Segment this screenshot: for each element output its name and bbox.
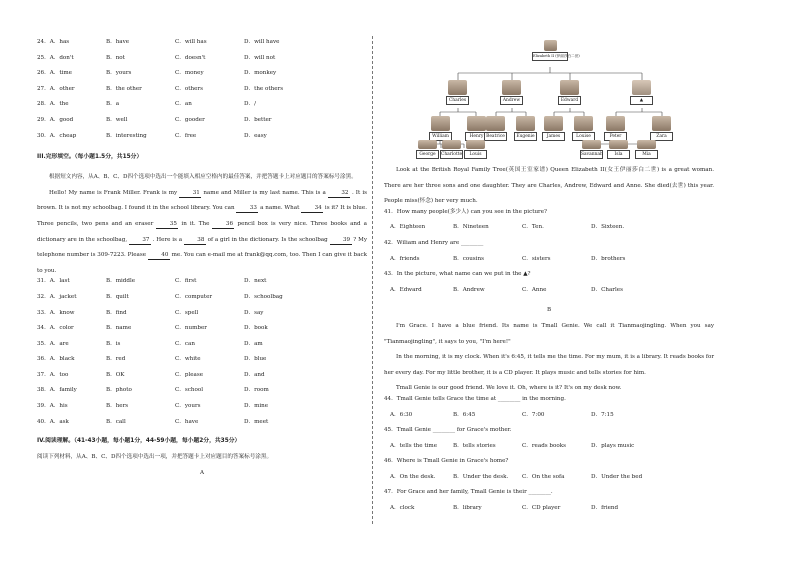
option-text: B．find	[106, 309, 127, 316]
option-text: C．On the sofa	[522, 473, 565, 480]
option-text: B．photo	[106, 387, 132, 394]
option-text: C．reads books	[522, 442, 566, 449]
option-text: C．sisters	[522, 255, 551, 262]
section4-title: IV.阅读理解。（41-43小题，每小题1分，44-59小题，每小题2分，共35分）	[37, 438, 241, 445]
passage-b-label: B	[546, 307, 552, 314]
blank-38: 38	[184, 236, 206, 245]
option-row	[37, 118, 367, 134]
option-row	[384, 413, 714, 429]
option-row	[37, 71, 367, 87]
option-text: D．meet	[244, 418, 269, 425]
blank-36: 36	[212, 220, 234, 229]
option-text: 40．A．ask	[37, 418, 69, 425]
option-row	[37, 420, 367, 436]
option-row	[37, 311, 367, 327]
option-row	[384, 506, 714, 522]
tree-node-root: Elizabeth II (伊丽莎白二世)	[532, 40, 568, 61]
option-row	[37, 87, 367, 103]
option-text: D．the others	[244, 85, 284, 92]
tree-node-louise: Louise	[572, 116, 595, 141]
option-text: D．Under the bed	[591, 473, 643, 480]
option-text: 34．A．color	[37, 325, 74, 332]
option-row	[37, 56, 367, 72]
tree-node-savannah: Savannah	[580, 140, 603, 160]
questions-41-43	[384, 210, 714, 304]
option-row	[37, 404, 367, 420]
question-text: 46．Where is Tmall Genie in Grace's home?	[384, 458, 509, 465]
blank-35: 35	[156, 220, 178, 229]
option-text: B．6:45	[453, 411, 476, 418]
column-divider	[372, 36, 373, 524]
option-text: C．yours	[175, 403, 201, 410]
tree-node-mia: Mia	[635, 140, 658, 160]
option-text: D．Sixteen.	[591, 224, 625, 231]
option-text: D．brothers	[591, 255, 626, 262]
tree-node-charles: Charles	[446, 80, 469, 105]
right-column	[384, 163, 714, 522]
option-text: 38．A．family	[37, 387, 77, 394]
option-row	[37, 102, 367, 118]
option-text: B．cousins	[453, 255, 484, 262]
tree-node-unknown: ▲	[630, 80, 653, 105]
option-text: C．computer	[175, 293, 213, 300]
option-text: D．say	[244, 309, 264, 316]
option-row	[37, 373, 367, 389]
option-text: B．Under the desk.	[453, 473, 509, 480]
option-text: B．quilt	[106, 293, 129, 300]
tree-node-eugenie: Eugenie	[514, 116, 537, 141]
option-text: D．room	[244, 387, 269, 394]
royal-family-tree	[420, 40, 680, 160]
passage-b-para2: In the morning, it is my clock. When it's 6:45, it tells me the time. For my mum, it is a library. It reads books for her every day. For my little brother, it is a CD player. It plays music and tells stories for him.	[384, 354, 714, 376]
blank-33: 33	[236, 204, 258, 213]
option-text: B．the other	[106, 85, 142, 92]
option-text: 31．A．last	[37, 278, 70, 285]
passage-a-label: A	[199, 469, 205, 476]
option-text: C．number	[175, 325, 207, 332]
option-text: B．hers	[106, 403, 129, 410]
section3-instructions: 根据短文内容，从A、B、C、D四个选项中选出一个能填入相应空格内的最佳答案，并把答题卡上对应题目的答案标号涂黑。	[49, 174, 357, 181]
questions-44-47	[384, 397, 714, 522]
tree-node-beatrice: Beatrice	[484, 116, 507, 141]
options-31-40	[37, 279, 367, 435]
section3-title: III.完形填空。（每小题1.5分，共15分）	[37, 154, 143, 161]
option-row	[37, 40, 367, 56]
option-text: B．tells stories	[453, 442, 496, 449]
option-text: A．tells the time	[390, 442, 438, 449]
tree-node-peter: Peter	[604, 116, 627, 141]
portrait-image	[544, 40, 557, 51]
option-text: C．will has	[175, 39, 207, 45]
option-text: 30．A．cheap	[37, 132, 77, 139]
option-text: B．Andrew	[453, 286, 485, 293]
option-text: A．friends	[390, 255, 420, 262]
tree-node-zara: Zara	[650, 116, 673, 141]
question-text: 43．In the picture, what name can we put in the ▲?	[384, 271, 531, 278]
option-text: 24．A．has	[37, 39, 70, 45]
tree-node-william: William	[429, 116, 452, 141]
option-text: D．/	[244, 101, 256, 108]
option-text: C．Ten.	[522, 224, 544, 231]
option-text: B．have	[106, 39, 130, 45]
option-text: C．school	[175, 387, 204, 394]
option-text: C．white	[175, 356, 201, 363]
tree-intro: Look at the British Royal Family Tree(英国王室家谱) Queen Elizabeth II(女王伊丽莎白二世) is a great woman. There are her three sons and one daughter. They are Charles, Andrew, Edward and Anne. She died(去世) this year. People miss(怀念) her very much.	[384, 167, 714, 205]
option-text: C．spell	[175, 309, 199, 316]
option-text: D．friend	[591, 505, 619, 512]
option-row	[37, 326, 367, 342]
option-text: D．Charles	[591, 286, 623, 293]
option-text: C．money	[175, 70, 204, 77]
option-text: C．7:00	[522, 411, 545, 418]
option-text: A．Edward	[390, 286, 422, 293]
question-text: 41．How many people(多少人) can you see in the picture?	[384, 208, 548, 215]
option-text: 33．A．know	[37, 309, 75, 316]
tree-node-charlotte: Charlotte	[440, 140, 463, 160]
option-text: D．mine	[244, 403, 269, 410]
option-text: B．name	[106, 325, 132, 332]
option-row	[37, 295, 367, 311]
option-text: 29．A．good	[37, 116, 74, 123]
option-text: D．plays music	[591, 442, 635, 449]
option-text: 35．A．are	[37, 340, 69, 347]
question-text: 44．Tmall Genie tells Grace the time at ________ in the morning.	[384, 395, 566, 402]
option-text: D．easy	[244, 132, 267, 139]
option-text: 25．A．don't	[37, 54, 74, 61]
option-row	[37, 388, 367, 404]
left-column	[37, 40, 367, 481]
option-text: B．yours	[106, 70, 132, 77]
passage-b-para1: I'm Grace. I have a blue friend. Its name is Tmall Genie. We call it Tianmaojingling. When you say "Tianmaojingling", it says to you, "I'm here!"	[384, 322, 714, 345]
options-24-30	[37, 40, 367, 149]
option-text: B．not	[106, 54, 125, 61]
option-text: C．doesn't	[175, 54, 206, 61]
tree-node-edward: Edward	[558, 80, 581, 105]
option-text: D．schoolbag	[244, 293, 283, 300]
option-text: 28．A．the	[37, 101, 69, 108]
option-row	[384, 475, 714, 491]
option-row	[384, 225, 714, 241]
option-text: 32．A．jacket	[37, 293, 77, 300]
option-text: B．is	[106, 340, 121, 347]
tree-node-henry: Henry	[465, 116, 488, 141]
option-row	[37, 357, 367, 373]
option-text: C．please	[175, 371, 204, 378]
option-text: D．blue	[244, 356, 267, 363]
question-text: 47．For Grace and her family, Tmall Genie is their ________.	[384, 489, 553, 496]
option-text: B．call	[106, 418, 126, 425]
blank-39: 39	[330, 236, 352, 245]
option-text: D．7:15	[591, 411, 614, 418]
option-text: B．Nineteen	[453, 224, 489, 231]
tree-node-george: George	[416, 140, 439, 160]
option-text: B．well	[106, 116, 128, 123]
option-text: D．better	[244, 116, 272, 123]
option-row	[384, 257, 714, 273]
option-text: 27．A．other	[37, 85, 75, 92]
question-text: 42．Wiliam and Henry are ________	[384, 239, 484, 246]
option-text: D．next	[244, 278, 267, 285]
blank-34: 34	[301, 204, 323, 213]
option-row	[384, 288, 714, 304]
blank-31: 31	[179, 189, 201, 198]
option-text: B．library	[453, 505, 482, 512]
option-text: 26．A．time	[37, 70, 72, 77]
option-row	[37, 342, 367, 358]
option-text: 36．A．black	[37, 356, 75, 363]
blank-40: 40	[148, 251, 170, 260]
option-text: 39．A．his	[37, 403, 68, 410]
option-text: C．have	[175, 418, 199, 425]
option-text: B．a	[106, 101, 120, 108]
option-text: C．others	[175, 85, 203, 92]
option-text: A．clock	[390, 505, 415, 512]
tree-node-isla: Isla	[607, 140, 630, 160]
option-text: D．will not	[244, 54, 276, 61]
option-text: B．interesting	[106, 132, 147, 139]
option-text: C．CD player	[522, 505, 561, 512]
tree-node-andrew: Andrew	[500, 80, 523, 105]
option-text: B．OK	[106, 371, 125, 378]
blank-32: 32	[328, 189, 350, 198]
option-row	[384, 444, 714, 460]
blank-37: 37	[129, 236, 151, 245]
passage-b-para3: Tmall Genie is our good friend. We love it. Oh, where is it? It's on my desk now.	[396, 385, 622, 392]
option-text: D．am	[244, 340, 263, 347]
option-row	[37, 134, 367, 150]
option-text: C．first	[175, 278, 197, 285]
option-text: B．middle	[106, 278, 136, 285]
option-text: C．an	[175, 101, 192, 108]
option-text: C．can	[175, 340, 195, 347]
cloze-passage: Hello! My name is Frank Miller. Frank is my 31 name and Miller is my last name. This is a 32 . It is brown. It is not my schoolbag. I found it in the school library. You can 33 a name. What 34 is it? It is blue. Three pencils, two pens and an eraser 35 in it. The 36 pencil box is very nice. Three books and a dictionary are in the schoolbag, 37 . Here is a 38 of a girl in the dictionary. Is the schoolbag 39 ? My telephone number is 309-7223. Please 40 me. You can e-mail me at frank@qq.com, too. Then I can give it back to you.	[37, 189, 368, 274]
option-text: 37．A．too	[37, 371, 69, 378]
option-text: C．free	[175, 132, 197, 139]
section4-instructions: 阅读下列材料，从A、B、C、D四个选项中选出一项，并把答题卡上对应题目的答案标号涂黑。	[37, 454, 273, 461]
option-text: D．and	[244, 371, 265, 378]
option-text: C．Anne	[522, 286, 547, 293]
tree-node-louis: Louis	[464, 140, 487, 160]
option-text: A．Eighteen	[390, 224, 426, 231]
option-text: D．book	[244, 325, 268, 332]
option-text: B．red	[106, 356, 126, 363]
option-text: C．gooder	[175, 116, 205, 123]
option-text: A．On the desk.	[390, 473, 436, 480]
option-text: D．monkey	[244, 70, 277, 77]
question-text: 45．Tmall Genie ________ for Grace's mother.	[384, 427, 512, 434]
tree-node-james: James	[542, 116, 565, 141]
option-text: A．6:30	[390, 411, 413, 418]
option-text: D．will have	[244, 39, 280, 45]
option-row	[37, 279, 367, 295]
